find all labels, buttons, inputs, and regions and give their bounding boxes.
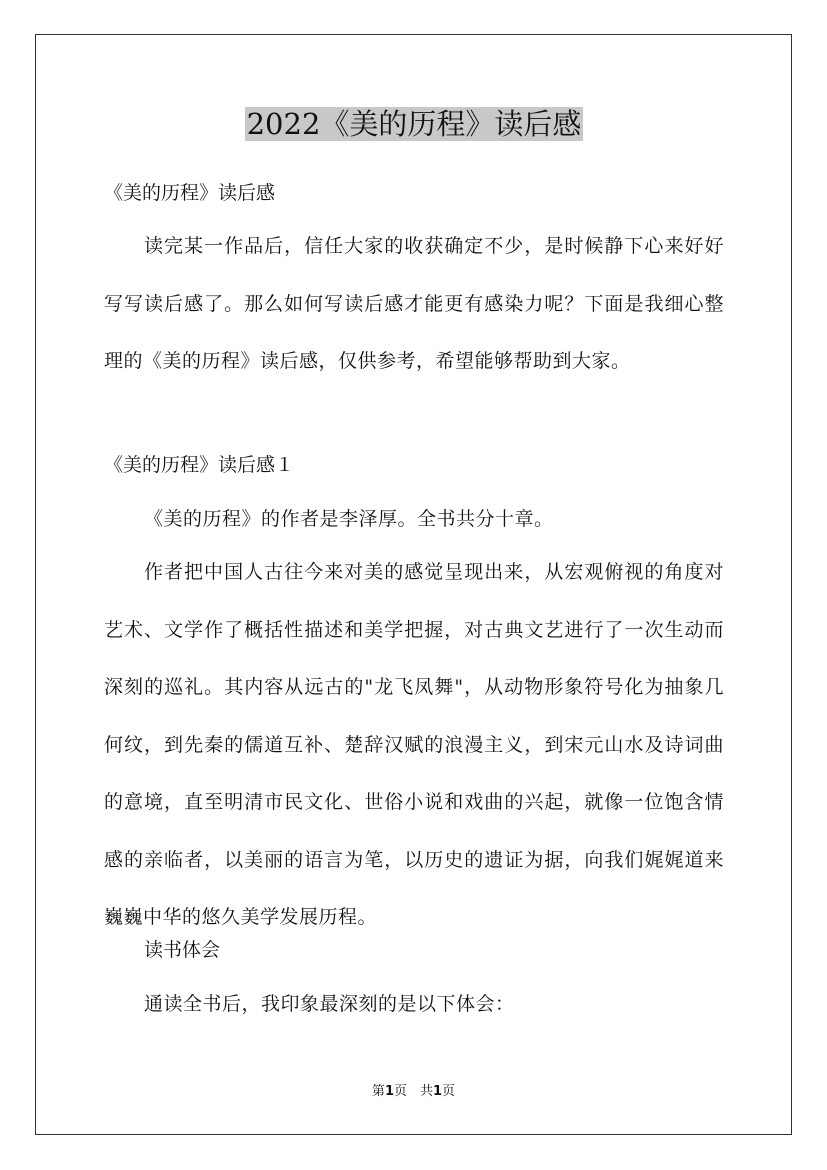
- intro-paragraph: 读完某一作品后，信任大家的收获确定不少，是时候静下心来好好写写读后感了。那么如何写读后感才能更有感染力呢？下面是我细心整理的《美的历程》读后感，仅供参考，希望能够帮助到大家。: [104, 235, 724, 372]
- paragraph-impression: 通读全书后，我印象最深刻的是以下体会：: [144, 993, 515, 1015]
- footer-page-mid: 页 共: [393, 1084, 433, 1099]
- reading-heading: 读书体会: [144, 939, 221, 961]
- section-heading-1: 《美的历程》读后感１: [104, 454, 295, 476]
- footer-page-current: 1: [384, 1084, 394, 1099]
- paragraph-author: 《美的历程》的作者是李泽厚。全书共分十章。: [144, 508, 554, 530]
- document-title-text: 2022《美的历程》读后感: [246, 107, 582, 141]
- paragraph-summary: 作者把中国人古往今来对美的感觉呈现出来，从宏观俯视的角度对艺术、文学作了概括性描述和美学把握，对古典文艺进行了一次生动而深刻的巡礼。其内容从远古的"龙飞凤舞"，从动物形象符号化为抽象几何纹，到先秦的儒道互补、楚辞汉赋的浪漫主义，到宋元山水及诗词曲的意境，直至明清市民文化、世俗小说和戏曲的兴起，就像一位饱含情感的亲临者，以美丽的语言为笔，以历史的遗证为据，向我们娓娓道来巍巍中华的悠久美学发展历程。: [104, 561, 724, 928]
- page-footer: [0, 1083, 827, 1101]
- footer-page-prefix: 第: [371, 1084, 385, 1099]
- footer-page-suffix: 页: [442, 1084, 456, 1099]
- footer-page-total: 1: [433, 1084, 443, 1099]
- document-title: [104, 104, 724, 144]
- document-subtitle: 《美的历程》读后感: [104, 182, 276, 204]
